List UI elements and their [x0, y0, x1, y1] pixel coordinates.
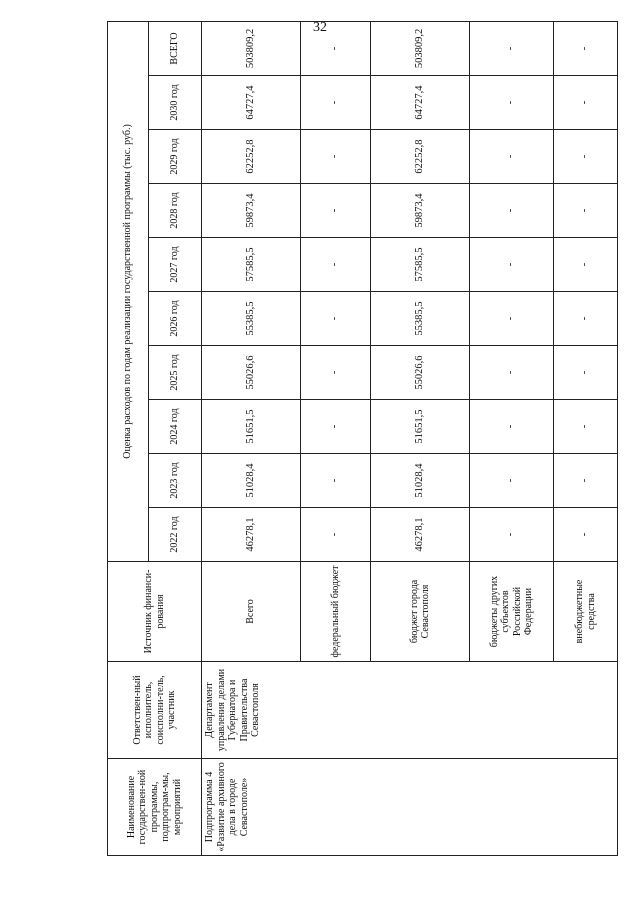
value-cell: - — [470, 184, 554, 238]
source-cell: Всего — [202, 562, 301, 662]
table-row — [371, 21, 470, 855]
source-cell: бюджет города Севастополя — [371, 562, 470, 662]
empty-cell — [554, 759, 618, 856]
value-cell: 51651,5 — [371, 400, 470, 454]
value-cell: - — [470, 454, 554, 508]
value-cell: - — [470, 400, 554, 454]
value-cell: - — [470, 346, 554, 400]
empty-cell — [554, 662, 618, 759]
value-cell: - — [301, 454, 371, 508]
value-cell: - — [301, 130, 371, 184]
value-cell: 59873,4 — [371, 184, 470, 238]
value-cell: 503809,2 — [202, 21, 301, 75]
value-cell: 51028,4 — [202, 454, 301, 508]
header-year-2026: 2026 год — [149, 292, 202, 346]
header-year-2022: 2022 год — [149, 508, 202, 562]
value-cell: 55385,5 — [202, 292, 301, 346]
source-cell: бюджеты других субъектов Российской Федерации — [470, 562, 554, 662]
value-cell: - — [301, 400, 371, 454]
empty-cell — [470, 662, 554, 759]
header-year-2023: 2023 год — [149, 454, 202, 508]
value-cell: 59873,4 — [202, 184, 301, 238]
source-cell: федеральный бюджет — [301, 562, 371, 662]
value-cell: - — [301, 346, 371, 400]
header-year-2025: 2025 год — [149, 346, 202, 400]
value-cell: - — [554, 184, 618, 238]
rotated-table-container — [107, 28, 607, 856]
value-cell: - — [554, 238, 618, 292]
subprogram-executor: Департамент управления делами Губернатора и Правительства Севастополя — [202, 662, 301, 759]
header-program-name: Наименование государствен-ной программы, подпрограм-мы, мероприятий — [108, 759, 202, 856]
value-cell: - — [554, 292, 618, 346]
value-cell: 55385,5 — [371, 292, 470, 346]
value-cell: 51651,5 — [202, 400, 301, 454]
empty-cell — [301, 662, 371, 759]
value-cell: - — [301, 184, 371, 238]
header-year-2024: 2024 год — [149, 400, 202, 454]
value-cell: - — [301, 508, 371, 562]
value-cell: 51028,4 — [371, 454, 470, 508]
table-row — [301, 21, 371, 855]
value-cell: 64727,4 — [202, 76, 301, 130]
source-cell: внебюджетные средства — [554, 562, 618, 662]
value-cell: - — [554, 454, 618, 508]
value-cell: 503809,2 — [371, 21, 470, 75]
value-cell: 55026,6 — [371, 346, 470, 400]
value-cell: 62252,8 — [202, 130, 301, 184]
value-cell: - — [554, 400, 618, 454]
header-total: ВСЕГО — [149, 21, 202, 75]
value-cell: - — [301, 76, 371, 130]
value-cell: - — [554, 508, 618, 562]
empty-cell — [371, 662, 470, 759]
value-cell: 57585,5 — [202, 238, 301, 292]
value-cell: - — [470, 130, 554, 184]
table-row — [470, 21, 554, 855]
value-cell: 62252,8 — [371, 130, 470, 184]
value-cell: - — [554, 21, 618, 75]
header-executor: Ответствен-ный исполнитель, соисполни-тель, участник — [108, 662, 202, 759]
empty-cell — [470, 759, 554, 856]
header-year-2027: 2027 год — [149, 238, 202, 292]
header-year-2029: 2029 год — [149, 130, 202, 184]
value-cell: - — [301, 238, 371, 292]
header-year-2030: 2030 год — [149, 76, 202, 130]
subprogram-name: Подпрограмма 4 «Развитие архивного дела в городе Севастополе» — [202, 759, 301, 856]
value-cell: - — [470, 508, 554, 562]
value-cell: - — [470, 76, 554, 130]
table-row — [202, 21, 301, 855]
value-cell: 64727,4 — [371, 76, 470, 130]
header-source: Источник финанси-рования — [108, 562, 202, 662]
page-number: 32 — [313, 20, 327, 35]
value-cell: 46278,1 — [202, 508, 301, 562]
value-cell: - — [554, 76, 618, 130]
empty-cell — [301, 759, 371, 856]
funding-table — [107, 21, 618, 856]
value-cell: - — [470, 21, 554, 75]
value-cell: - — [554, 130, 618, 184]
value-cell: - — [301, 21, 371, 75]
value-cell: - — [470, 238, 554, 292]
value-cell: 55026,6 — [202, 346, 301, 400]
empty-cell — [371, 759, 470, 856]
header-year-2028: 2028 год — [149, 184, 202, 238]
value-cell: 46278,1 — [371, 508, 470, 562]
value-cell: - — [301, 292, 371, 346]
value-cell: - — [554, 346, 618, 400]
value-cell: 57585,5 — [371, 238, 470, 292]
value-cell: - — [470, 292, 554, 346]
table-row — [554, 21, 618, 855]
header-estimate: Оценка расходов по годам реализации государственной программы (тыс. руб.) — [108, 21, 149, 561]
